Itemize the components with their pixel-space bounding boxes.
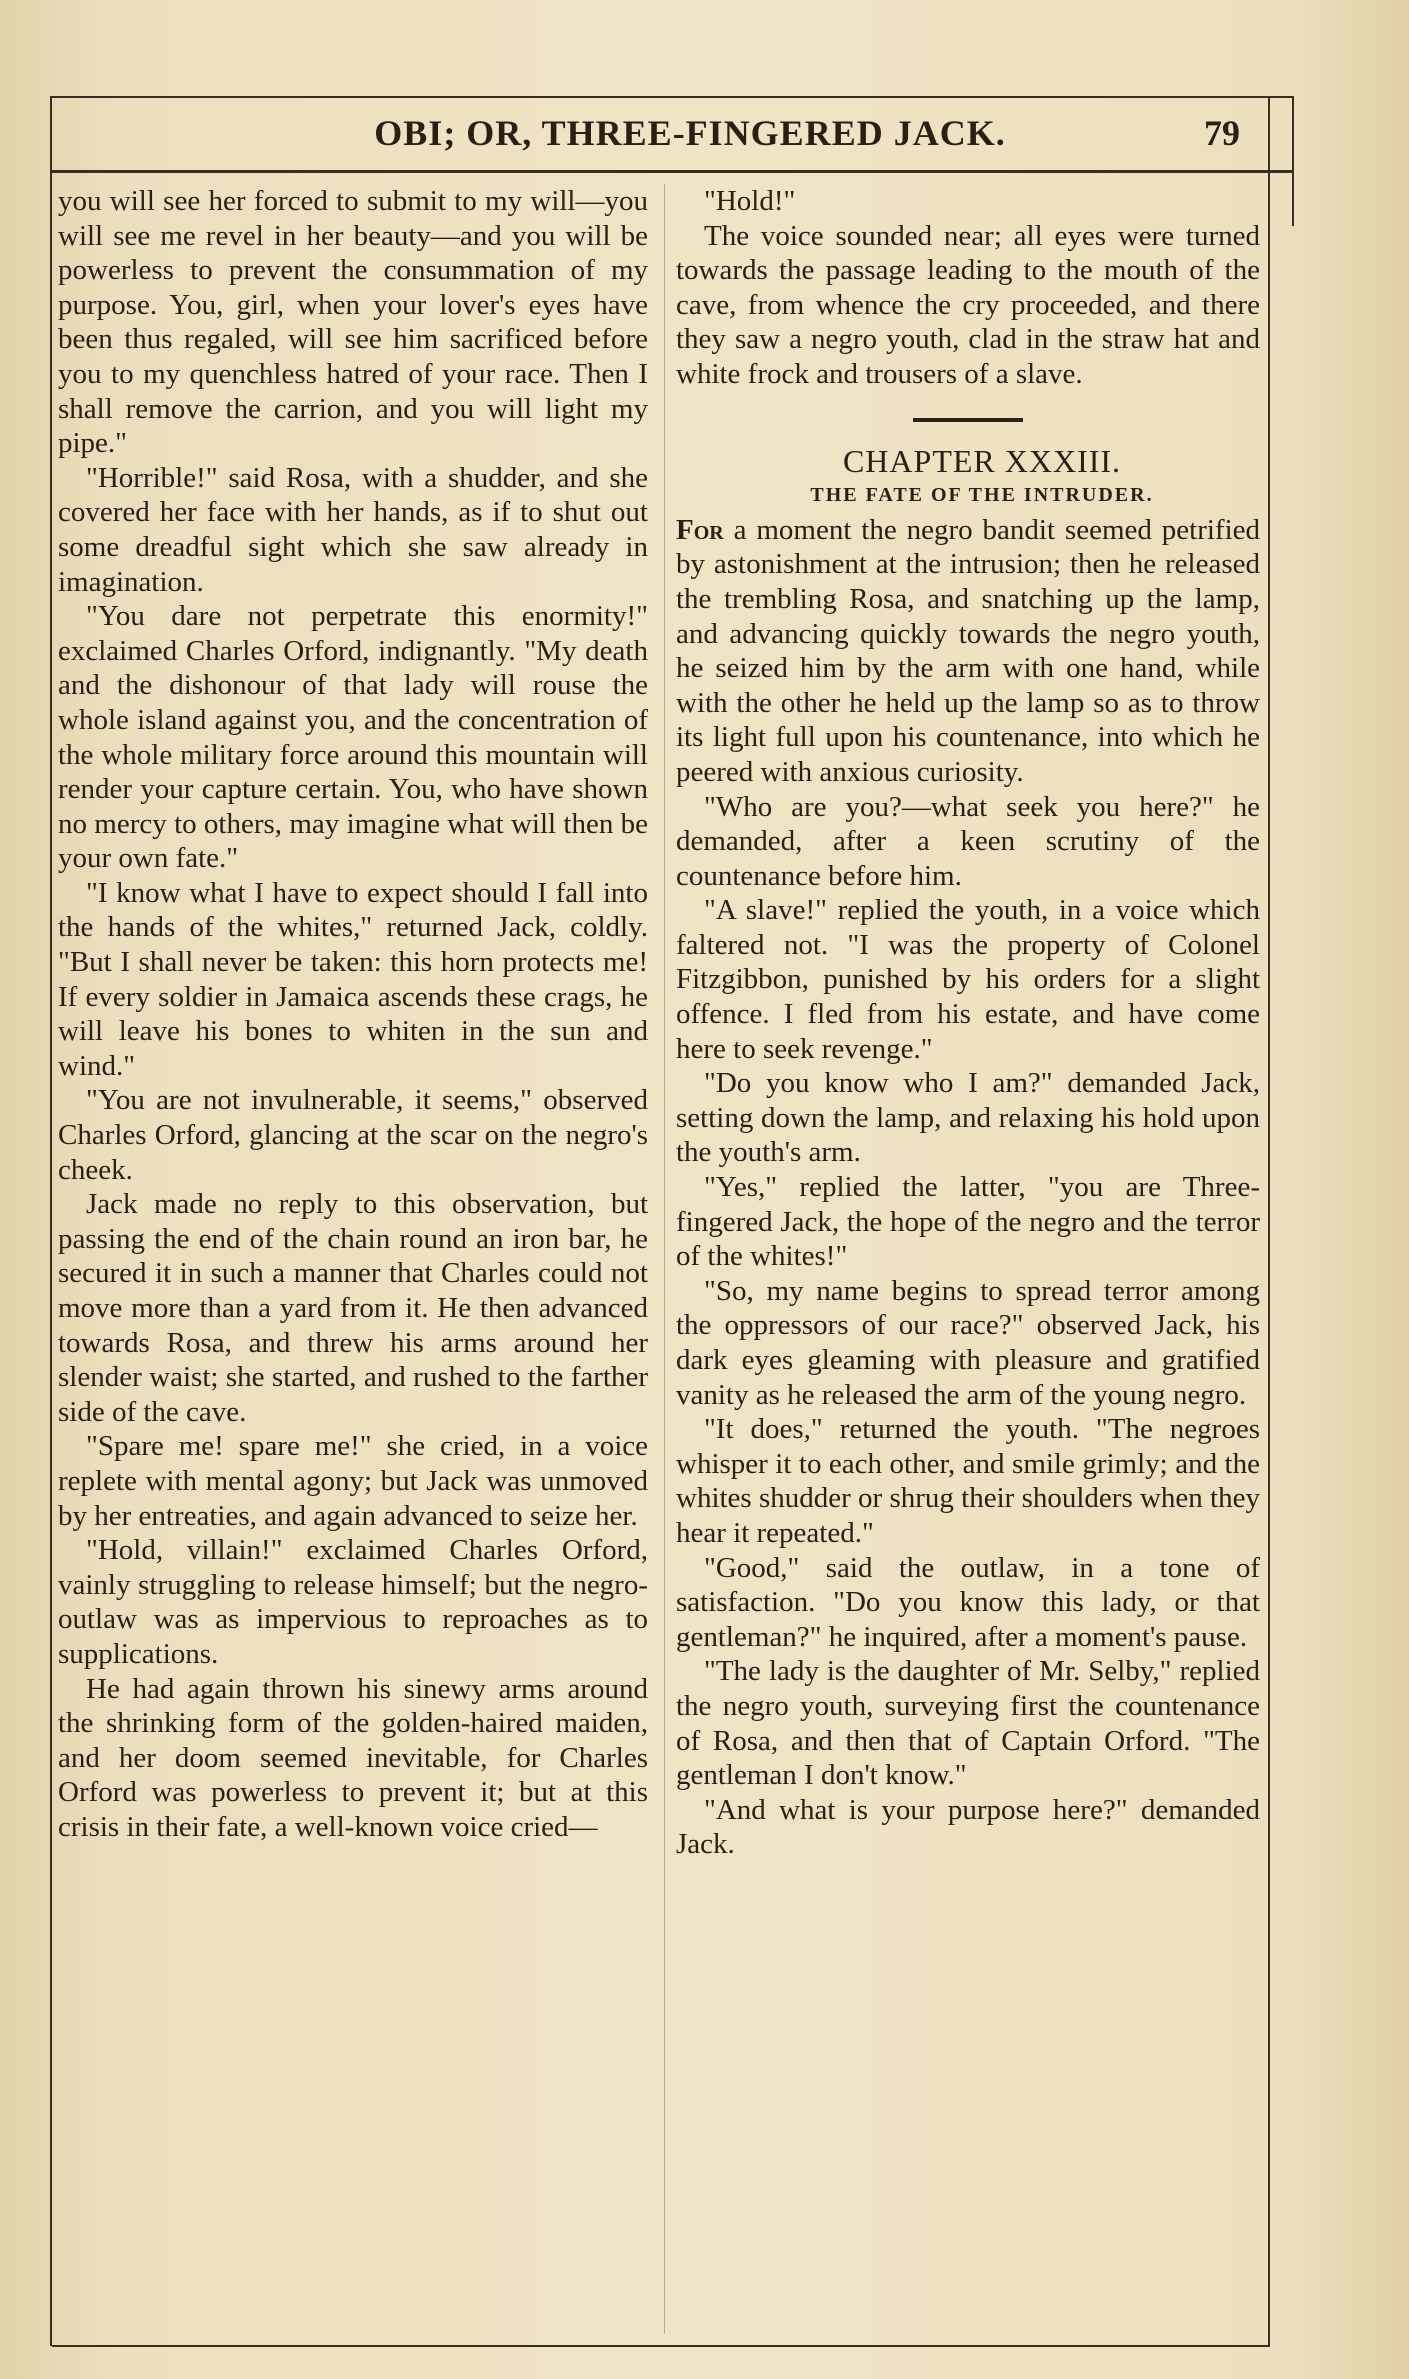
running-title: OBI; OR, THREE-FINGERED JACK. — [374, 113, 1006, 153]
paragraph: "Yes," replied the latter, "you are Three-fingered Jack, the hope of the negro and the terror of the whites!" — [676, 1171, 1260, 1273]
chapter-subtitle: THE FATE OF THE INTRUDER. — [810, 484, 1154, 507]
header-rule-top — [52, 96, 1292, 98]
paragraph: Jack made no reply to this observation, but passing the end of the chain round an iron bar, he secured it in such a manner that Charles could not move more than a yard from it. He then advanced towards Rosa, and threw his arms around her slender waist; she started, and rushed to the farther side of the cave. — [58, 1188, 648, 1428]
paragraph: "So, my name begins to spread terror among the oppressors of our race?" observed Jack, his dark eyes gleaming with pleasure and gratified vanity as he released the arm of the young negro. — [676, 1274, 1260, 1411]
chapter-ornament-rule — [913, 418, 1023, 422]
header-rule-bottom — [52, 170, 1292, 173]
drop-word: For — [676, 513, 724, 546]
paragraph: "I know what I have to expect should I fall into the hands of the whites," returned Jack, coldly. "But I shall never be taken: this horn protects me! If every soldier in Jamaica ascends these crags, he will leave his bones to whiten in the sun and wind." — [58, 876, 648, 1082]
left-column — [58, 184, 648, 1845]
paragraph: "A slave!" replied the youth, in a voice which faltered not. "I was the property of Colonel Fitzgibbon, punished by his orders for a slight offence. I fled from his estate, and have come here to seek revenge." — [676, 894, 1260, 1065]
paragraph: "It does," returned the youth. "The negroes whisper it to each other, and smile grimly; and the whites shudder or shrug their shoulders when they hear it repeated." — [676, 1413, 1260, 1549]
left-border — [50, 96, 52, 2346]
chapter-heading: CHAPTER XXXIII. — [842, 442, 1122, 479]
paragraph: "Who are you?—what seek you here?" he demanded, after a keen scrutiny of the countenance before him. — [676, 790, 1260, 892]
paragraph: "Hold, villain!" exclaimed Charles Orford, vainly struggling to release himself; but the negro-outlaw was as impervious to reproaches as to supplications. — [58, 1534, 648, 1670]
paragraph: you will see her forced to submit to my will—you will see me revel in her beauty—and you will be powerless to prevent the consummation of my purpose. You, girl, when your lover's eyes have been thus regaled, will see him sacrificed before you to my quenchless hatred of your race. Then I shall remove the carrion, and you will light my pipe." — [58, 185, 648, 460]
paragraph: "Do you know who I am?" demanded Jack, setting down the lamp, and relaxing his hold upon the youth's arm. — [676, 1067, 1260, 1169]
paragraph-text: a moment the negro bandit seemed petrified by astonishment at the intrusion; then he released the trembling Rosa, and snatching up the lamp, and advancing quickly towards the negro youth, he seized him by the arm with one hand, while with the other he held up the lamp so as to throw its light full upon his countenance, into which he peered with anxious curiosity. — [676, 513, 1260, 788]
chapter-opening-paragraph — [676, 513, 1260, 790]
paragraph: "The lady is the daughter of Mr. Selby," replied the negro youth, surveying first the countenance of Rosa, and then that of Captain Orford. "The gentleman I don't know." — [676, 1655, 1260, 1792]
right-column — [676, 184, 1260, 1862]
paragraph: He had again thrown his sinewy arms around the shrinking form of the golden-haired maiden, and her doom seemed inevitable, for Charles Orford was powerless to prevent it; but at this crisis in their fate, a well-known voice cried— — [58, 1672, 648, 1843]
footer-rule — [52, 2345, 1270, 2347]
paragraph: The voice sounded near; all eyes were turned towards the passage leading to the mouth of the cave, from whence the cry proceeded, and there they saw a negro youth, clad in the straw hat and white frock and trousers of a slave. — [676, 219, 1260, 390]
outer-right-border — [1292, 96, 1294, 226]
paragraph: "Horrible!" said Rosa, with a shudder, and she covered her face with her hands, as if to shut out some dreadful sight which she saw already in imagination. — [58, 461, 648, 598]
paragraph: "And what is your purpose here?" demanded Jack. — [676, 1793, 1260, 1861]
paragraph: "You are not invulnerable, it seems," observed Charles Orford, glancing at the scar on the negro's cheek. — [58, 1084, 648, 1186]
page-number: 79 — [1204, 113, 1240, 153]
column-divider — [664, 184, 665, 2334]
paragraph: "Good," said the outlaw, in a tone of satisfaction. "Do you know this lady, or that gentleman?" he inquired, after a moment's pause. — [676, 1551, 1260, 1653]
right-border — [1268, 96, 1270, 2346]
paragraph: "Hold!" — [704, 185, 796, 217]
paragraph: "Spare me! spare me!" she cried, in a voice replete with mental agony; but Jack was unmoved by her entreaties, and again advanced to seize her. — [58, 1430, 648, 1532]
paragraph: "You dare not perpetrate this enormity!" exclaimed Charles Orford, indignantly. "My death and the dishonour of that lady will rouse the whole island against you, and the concentration of the whole military force around this mountain will render your capture certain. You, who have shown no mercy to others, may imagine what will then be your own fate." — [58, 600, 648, 875]
